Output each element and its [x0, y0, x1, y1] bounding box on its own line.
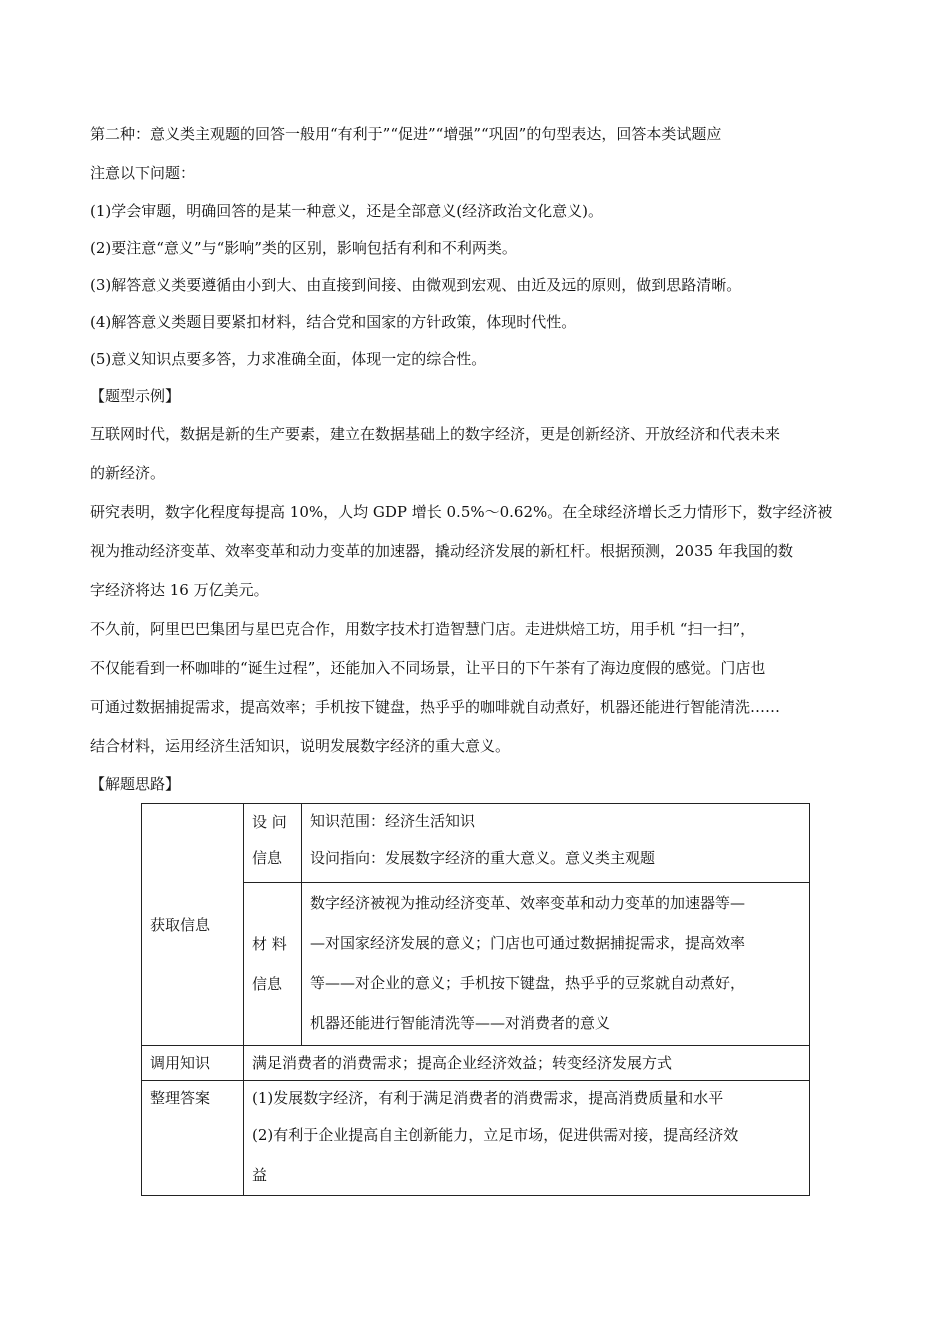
material-info-line: 等——对企业的意义；手机按下键盘，热乎乎的豆浆就自动煮好， — [310, 974, 746, 992]
note-item: (3)解答意义类要遵循由小到大、由直接到间接、由微观到宏观、由近及远的原则，做到思路清晰。 — [90, 276, 742, 294]
note-item: (1)学会审题，明确回答的是某一种意义，还是全部意义(经济政治文化意义)。 — [90, 202, 603, 220]
material-p1-line-2: 的新经济。 — [90, 464, 166, 482]
note-item: (2)要注意“意义”与“影响”类的区别，影响包括有利和不利两类。 — [90, 239, 517, 257]
row-label-text: 获取信息 — [150, 916, 211, 934]
note-item: (4)解答意义类题目要紧扣材料，结合党和国家的方针政策，体现时代性。 — [90, 313, 577, 331]
document-body — [90, 115, 880, 803]
material-p3-line-1: 不久前，阿里巴巴集团与星巴克合作，用数字技术打造智慧门店。走进烘焙工坊，用手机 “扫一扫”， — [90, 620, 756, 638]
row-label-get-info — [142, 804, 244, 1046]
sub-label-text: 设 问 — [252, 813, 287, 831]
question-text: 结合材料，运用经济生活知识，说明发展数字经济的重大意义。 — [90, 737, 511, 755]
material-p2-line-1: 研究表明，数字化程度每提高 10%，人均 GDP 增长 0.5%～0.62%。在全球经济增长乏力情形下，数字经济被 — [90, 503, 833, 521]
material-p3-line-2: 不仅能看到一杯咖啡的“诞生过程”，还能加入不同场景，让平日的下午茶有了海边度假的感觉。门店也 — [90, 659, 766, 677]
row-label-text: 整理答案 — [150, 1089, 211, 1107]
solution-table — [141, 803, 810, 1196]
row-label-knowledge — [142, 1046, 244, 1081]
sub-label-text: 信息 — [252, 975, 283, 993]
question-scope: 知识范围：经济生活知识 — [310, 812, 476, 830]
intro-line-1: 第二种：意义类主观题的回答一般用“有利于”“促进”“增强”“巩固”的句型表达，回答本类试题应 — [90, 125, 722, 143]
note-item: (5)意义知识点要多答，力求准确全面，体现一定的综合性。 — [90, 350, 487, 368]
answer-cell — [244, 1081, 810, 1196]
example-heading: 【题型示例】 — [90, 387, 181, 405]
row-label-answer — [142, 1081, 244, 1196]
sub-label-question — [244, 804, 302, 883]
material-info-line: 数字经济被视为推动经济变革、效率变革和动力变革的加速器等— — [310, 894, 746, 912]
material-info-cell — [302, 883, 810, 1046]
solution-heading: 【解题思路】 — [90, 775, 181, 793]
table-row — [142, 1046, 810, 1081]
answer-line: 益 — [252, 1166, 268, 1184]
answer-line: (2)有利于企业提高自主创新能力，立足市场，促进供需对接，提高经济效 — [252, 1126, 739, 1144]
table-row — [142, 804, 810, 883]
intro-line-2: 注意以下问题： — [90, 164, 196, 182]
material-p2-line-3: 字经济将达 16 万亿美元。 — [90, 581, 269, 599]
knowledge-cell — [244, 1046, 810, 1081]
knowledge-text: 满足消费者的消费需求；提高企业经济效益；转变经济发展方式 — [252, 1054, 673, 1072]
question-direction: 设问指向：发展数字经济的重大意义。意义类主观题 — [310, 849, 656, 867]
row-label-text: 调用知识 — [150, 1054, 211, 1072]
table-row — [142, 1081, 810, 1196]
sub-label-material — [244, 883, 302, 1046]
question-info-cell — [302, 804, 810, 883]
answer-line: (1)发展数字经济，有利于满足消费者的消费需求，提高消费质量和水平 — [252, 1089, 724, 1107]
material-info-line: —对国家经济发展的意义；门店也可通过数据捕捉需求，提高效率 — [310, 934, 746, 952]
material-p3-line-3: 可通过数据捕捉需求，提高效率；手机按下键盘，热乎乎的咖啡就自动煮好，机器还能进行智能清洗…… — [90, 698, 781, 716]
sub-label-text: 信息 — [252, 849, 283, 867]
sub-label-text: 材 料 — [252, 935, 287, 953]
material-info-line: 机器还能进行智能清洗等——对消费者的意义 — [310, 1014, 611, 1032]
material-p2-line-2: 视为推动经济变革、效率变革和动力变革的加速器，撬动经济发展的新杠杆。根据预测，2035 年我国的数 — [90, 542, 793, 560]
material-p1-line-1: 互联网时代，数据是新的生产要素，建立在数据基础上的数字经济，更是创新经济、开放经济和代表未来 — [90, 425, 781, 443]
